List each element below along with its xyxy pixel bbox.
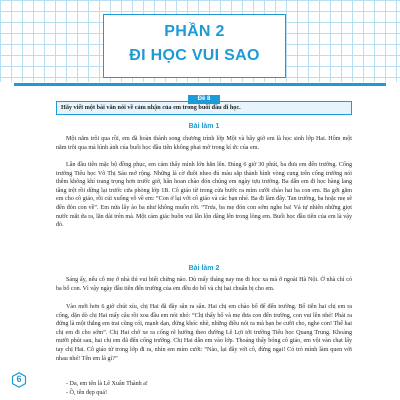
- part-title: ĐI HỌC VUI SAO: [129, 47, 260, 64]
- dialogue-line: - Da, em tên là Lê Xuân Thành a!: [66, 381, 148, 387]
- essay-2-paragraph: Sáng ấy, nếu cô mẹ ở nhà thì vui biết chừng nào. Dù mấy tháng nay mẹ đi học xa mà ở ngoài Hà Nội. Ở nhà chỉ có ba bố con. Vì vậy ngày đầu tiên đến trường của em đều do bố và chị hai chuẩn bị cho em.: [56, 277, 352, 292]
- essay-1-paragraph: Một năm trôi qua rồi, em đã hoàn thành song chương trình lớp Một và bây giờ em là học sinh lớp Hai. Hôm một năm trôi qua mà hình ảnh của buổi học đầu tiên không phai mờ trong kí ức của em.: [56, 136, 352, 151]
- header-divider: [14, 83, 386, 86]
- essay-2-heading: Bài làm 2: [188, 265, 220, 272]
- page-number: 6: [16, 374, 22, 384]
- essay-2-paragraph: Vào mới hơn 6 giờ chút xíu, chị Hai đã đây sẵn ra sân. Hai chị em chào bố để đến trường. Bố tiễn hai chị em ra cổng, dặn dò chị Hai mấy câu rồi xoa đầu em nói nhỏ: “Chị thấy bố và mẹ đưa con đến trường, con vui lên nhé! Phải ra đứng là một thắng em trai cũng cói, mạnh dạn, đứng khóc nhè, những điều nói ra mà bạn be cười cho, nghe con! Thế hai chị em đi cho sớm”. Chị Hai chở xe ra cổng rẽ hướng theo đường Lê Lợi tới trường Tiểu học Quang Trung. Khoảng mười phút sau, hai chị em đã đến cổng trường. Chị Hai dẫn em vào lớp. Thoáng thấy bóng cô giáo, em vội vàn chạt lấy tay chị Hai. Cô giáo từ trong lớp đi ra, nhìn em mỉm cười: “Nào, lại đây với cô, đừng ngại! Có trò mình làm quen với nhau nhé! Tên em là gì?”: [56, 304, 352, 362]
- prompt-tag: Đề 8: [188, 95, 220, 104]
- part-title-box: [103, 14, 286, 78]
- dialogue-line: - Ồ, tên đẹp quá!: [66, 390, 108, 396]
- prompt-text: Hãy viết một bài văn nói về cảm nhận của em trong buổi đầu đi học.: [56, 101, 352, 115]
- essay-1-heading: Bài làm 1: [188, 123, 220, 130]
- part-label: PHẦN 2: [164, 23, 225, 40]
- essay-1-paragraph: Lần đầu tiên mặc bộ đồng phục, em cảm thấy mình lớn hẳn lên. Đúng 6 giờ 30 phút, ba đưa em đến trường. Cổng trường Tiểu học Võ Thị Sáu mở rộng. Những lá cờ đuôi nheo đủ màu sắp thành hình vòng cung trên cổng trường nói thêm không khí trang trọng hơn trước giờ, hân hoan chào đón chúng em ngày tựu trường. Ba dẫn em đi học hàng lang tầng trệt rồi dừng lại trước cửa phòng lớp 1B. Cô giáo từ trong cửa bước ra mỉm cười chào hai ba con em. Ba gởi gắm em cho cô giáo, rồi cúi xuống vỗ về em: “Con ở lại với cô giáo và các bạn nhé. Ba đi làm đây. Tan trường, ba hoặc mẹ sẽ đến đón con về”. Em nửa lây ào ba như không muốn rời. “Trưa, ba mẹ đón con sớm nghe ba! Và tự nhiên những giọt nước mắt ứa ra, lăn dài trên má. Một cảm giác buồn vui lẫn lộn dâng lên trong lòng em. Buổi học đầu tiên của em là vậy đó.: [56, 162, 352, 229]
